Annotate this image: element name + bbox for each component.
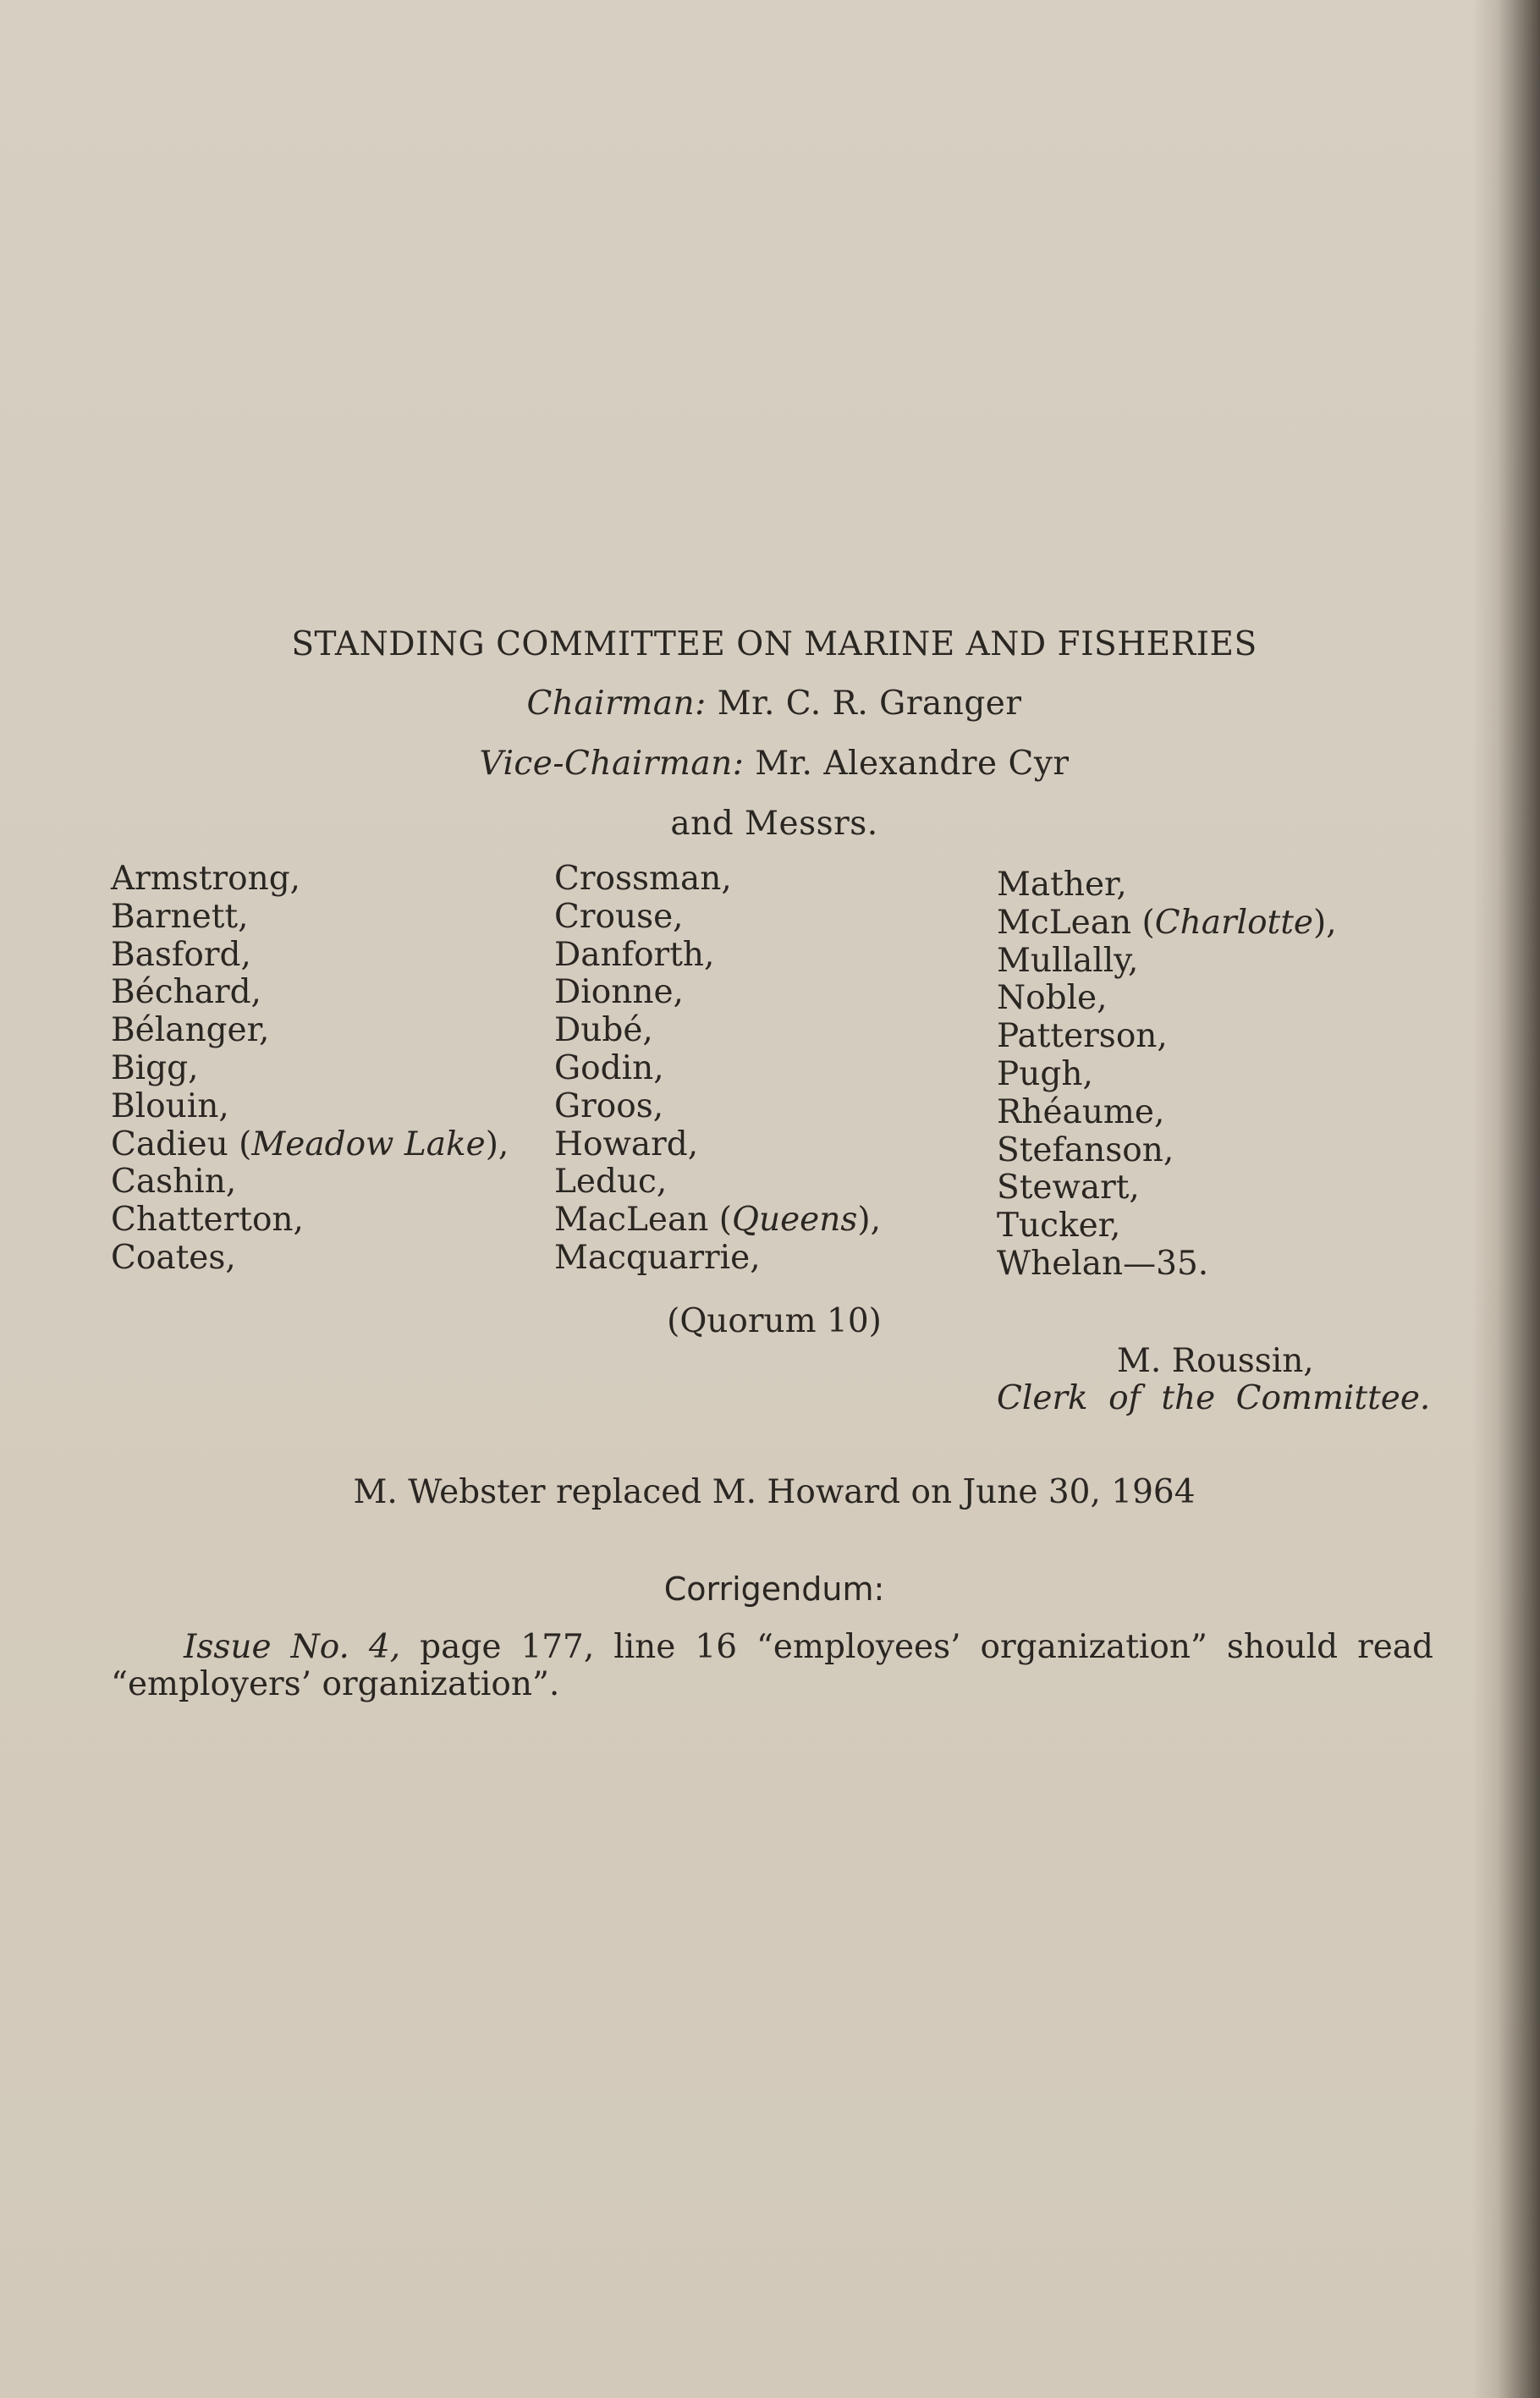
member-name: Barnett, xyxy=(111,897,249,936)
member-name: Groos, xyxy=(554,1086,664,1125)
corrigendum-text xyxy=(111,1629,1433,1703)
member-name: Basford, xyxy=(111,935,251,974)
vice-chairman-line xyxy=(0,745,1540,783)
member-name: Dubé, xyxy=(554,1011,653,1050)
member-name: Béchard, xyxy=(111,973,261,1012)
member-name: Leduc, xyxy=(554,1163,668,1202)
member-name: Chatterton, xyxy=(111,1201,304,1240)
member-name: Rhéaume, xyxy=(997,1092,1165,1131)
member-name: Pugh, xyxy=(997,1054,1093,1093)
member-name: Crossman, xyxy=(554,860,732,898)
member-name: Noble, xyxy=(997,979,1108,1018)
member-name-with-riding: McLean (Charlotte), xyxy=(997,903,1337,942)
member-name: Stefanson, xyxy=(997,1130,1174,1169)
member-name: Tucker, xyxy=(997,1207,1121,1246)
and-messrs: and Messrs. xyxy=(670,805,878,843)
vice-chairman-label: Vice-Chairman: xyxy=(479,745,745,783)
clerk-title: Clerk of the Committee. xyxy=(997,1379,1431,1417)
member-name: Crouse, xyxy=(554,897,684,936)
chairman-name: Mr. C. R. Granger xyxy=(717,685,1022,723)
member-name: Bélanger, xyxy=(111,1011,270,1050)
chairman-label: Chairman: xyxy=(526,685,707,723)
committee-title: STANDING COMMITTEE ON MARINE AND FISHERIES xyxy=(291,625,1257,663)
corrigendum-title: Corrigendum: xyxy=(663,1570,885,1608)
members-column-3 xyxy=(997,866,1337,1284)
member-name: Godin, xyxy=(554,1048,664,1087)
member-name: Whelan—35. xyxy=(997,1244,1209,1283)
member-name: Stewart, xyxy=(997,1169,1140,1207)
corrigendum-body: page 177, line 16 “employees’ organization” should read “employers’ organization”. xyxy=(111,1628,1434,1703)
member-name: Dionne, xyxy=(554,973,684,1012)
member-name: Patterson, xyxy=(997,1017,1168,1056)
replacement-note: M. Webster replaced M. Howard on June 30, 1964 xyxy=(353,1473,1196,1511)
member-name: Coates, xyxy=(111,1238,236,1277)
member-name: Mullally, xyxy=(997,941,1139,980)
clerk-name: M. Roussin, xyxy=(1117,1342,1314,1380)
quorum-note: (Quorum 10) xyxy=(667,1302,882,1340)
member-name: Macquarrie, xyxy=(554,1238,761,1277)
issue-reference: Issue No. 4, xyxy=(184,1628,401,1666)
member-name-with-riding: Cadieu (Meadow Lake), xyxy=(111,1125,509,1163)
member-name: Blouin, xyxy=(111,1086,229,1125)
member-name: Danforth, xyxy=(554,935,715,974)
member-name: Cashin, xyxy=(111,1163,237,1202)
vice-chairman-name: Mr. Alexandre Cyr xyxy=(755,745,1070,783)
members-column-1 xyxy=(111,861,509,1278)
member-name-with-riding: MacLean (Queens), xyxy=(554,1201,882,1240)
members-column-2 xyxy=(554,861,881,1278)
member-name: Bigg, xyxy=(111,1048,199,1087)
member-name: Howard, xyxy=(554,1125,699,1163)
member-name: Armstrong, xyxy=(111,860,301,898)
chairman-line xyxy=(0,685,1540,723)
member-name: Mather, xyxy=(997,866,1127,904)
